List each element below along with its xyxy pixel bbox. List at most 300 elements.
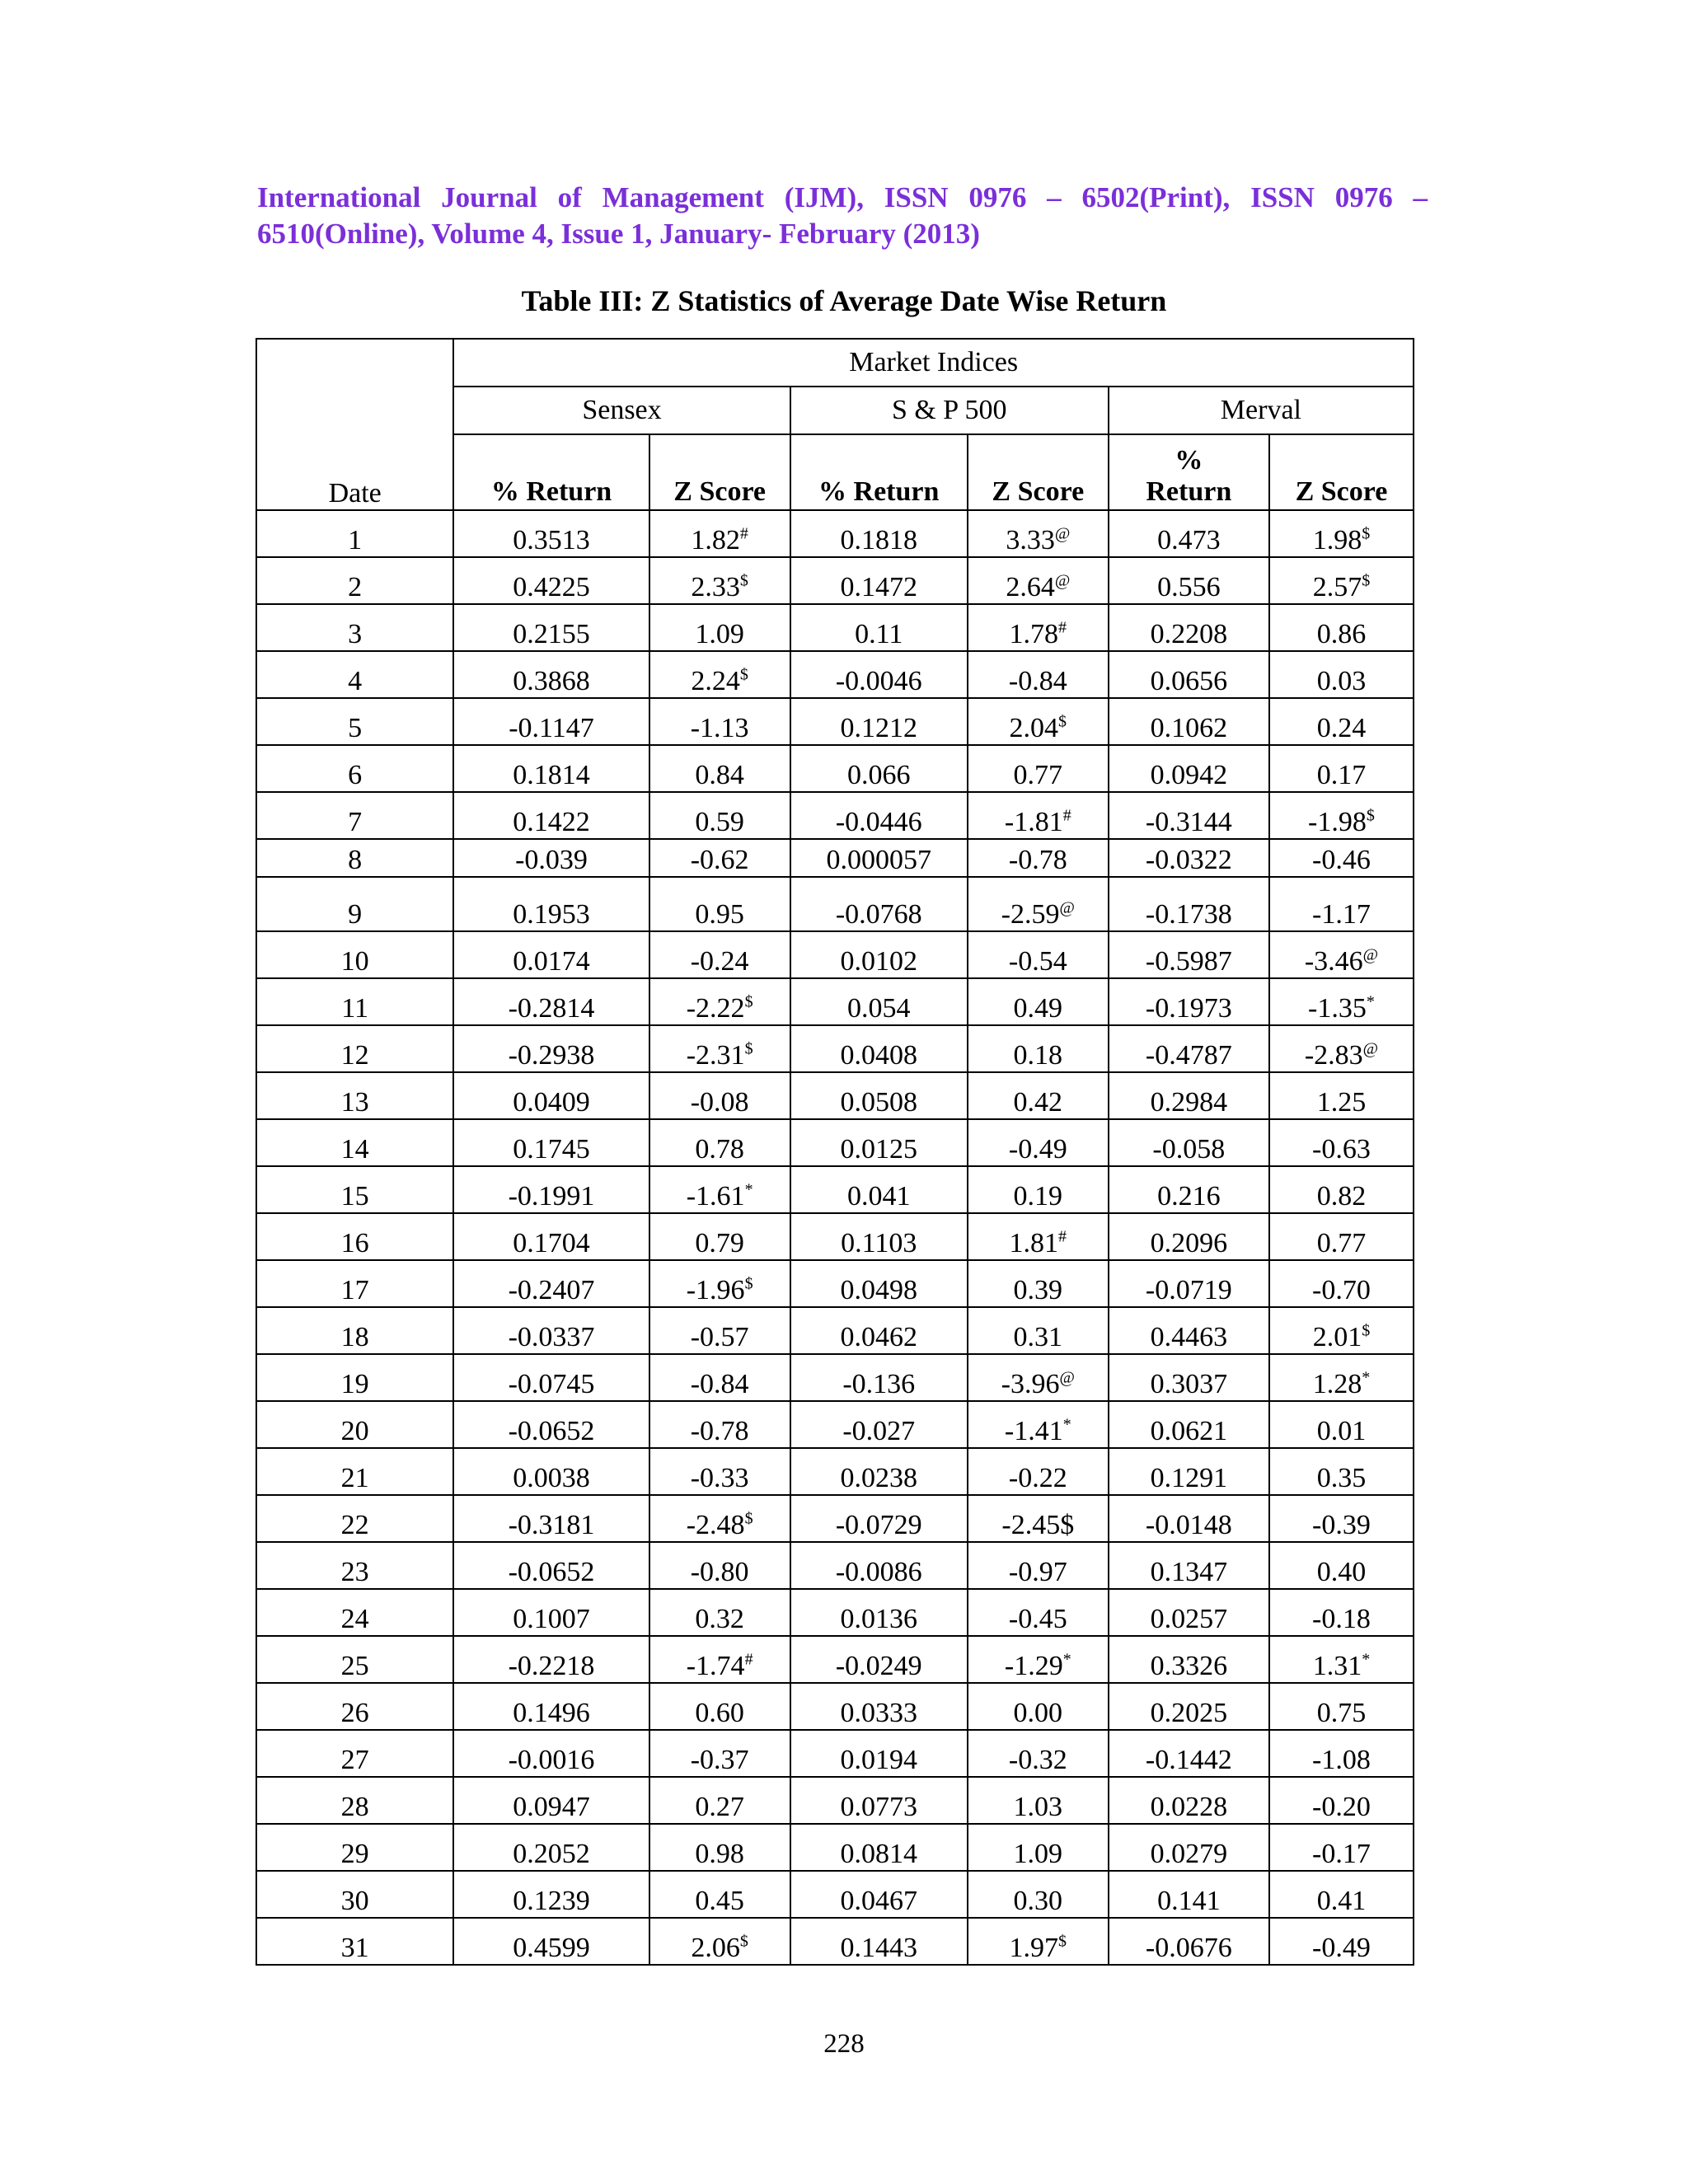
return-cell [453, 1636, 649, 1683]
return-cell [1109, 1495, 1269, 1542]
cell-value: 0.0656 [1150, 666, 1228, 696]
zscore-cell [968, 1213, 1109, 1260]
market-indices-header: Market Indices [453, 339, 1414, 387]
cell-value: 0.98 [695, 1839, 744, 1869]
merval-return-pct: % [1175, 445, 1203, 476]
table-row [256, 931, 1414, 978]
zscore-cell [1269, 1307, 1414, 1354]
cell-value: 0.00 [1013, 1698, 1063, 1728]
return-cell [790, 1495, 968, 1542]
cell-value: -0.39 [1312, 1510, 1371, 1540]
table-row [256, 1589, 1414, 1636]
zscore-cell [968, 1871, 1109, 1918]
cell-value: -0.0652 [508, 1557, 595, 1587]
cell-value: -0.1738 [1145, 899, 1232, 930]
table-row [256, 1777, 1414, 1824]
cell-value: 0.2025 [1150, 1698, 1228, 1728]
zscore-cell [1269, 1730, 1414, 1777]
zscore-cell [649, 1401, 790, 1448]
cell-value: -0.54 [1008, 946, 1067, 977]
cell-value: 3.33 [1006, 525, 1055, 555]
cell-value: 1.25 [1316, 1087, 1367, 1118]
table-row [256, 604, 1414, 651]
significance-marker: $ [739, 665, 748, 684]
cell-value: 0.2208 [1150, 619, 1228, 649]
significance-marker: $ [744, 1509, 753, 1528]
significance-marker: $ [1058, 712, 1067, 731]
significance-marker: $ [1362, 571, 1371, 590]
date-cell: 28 [256, 1777, 453, 1824]
return-cell [453, 839, 649, 877]
zscore-cell [649, 1213, 790, 1260]
zscore-cell [1269, 1260, 1414, 1307]
zscore-cell [1269, 1824, 1414, 1871]
cell-value: -3.96 [1001, 1369, 1060, 1399]
date-cell: 22 [256, 1495, 453, 1542]
zscore-cell [1269, 1777, 1414, 1824]
zscore-cell [968, 604, 1109, 651]
cell-value: 0.82 [1316, 1181, 1367, 1212]
date-cell: 3 [256, 604, 453, 651]
cell-value: -0.70 [1312, 1275, 1371, 1305]
cell-value: 2.24 [691, 666, 740, 696]
return-cell [790, 1213, 968, 1260]
cell-value: -0.80 [690, 1557, 749, 1587]
cell-value: -0.1442 [1145, 1745, 1232, 1775]
zscore-cell [1269, 1448, 1414, 1495]
return-cell [1109, 1260, 1269, 1307]
table-row [256, 1918, 1414, 1965]
return-cell [790, 839, 968, 877]
cell-value: -0.0337 [508, 1322, 595, 1352]
cell-value: -0.5987 [1145, 946, 1232, 977]
zscore-cell [968, 1683, 1109, 1730]
date-cell: 11 [256, 978, 453, 1025]
zscore-cell [1269, 557, 1414, 604]
return-cell [1109, 1166, 1269, 1213]
cell-value: -1.08 [1312, 1745, 1371, 1775]
return-cell [453, 978, 649, 1025]
date-cell: 15 [256, 1166, 453, 1213]
zscore-cell [1269, 745, 1414, 792]
significance-marker: @ [1054, 524, 1071, 543]
return-cell [453, 745, 649, 792]
cell-value: -1.74 [686, 1651, 745, 1681]
merval-return-word: Return [1146, 476, 1232, 507]
zscore-cell [649, 698, 790, 745]
cell-value: 0.0498 [840, 1275, 917, 1305]
return-cell [453, 931, 649, 978]
return-cell [1109, 604, 1269, 651]
cell-value: 0.1347 [1150, 1557, 1228, 1587]
date-header: Date [256, 339, 453, 510]
zscore-cell [968, 1448, 1109, 1495]
cell-value: 0.0257 [1150, 1604, 1228, 1634]
return-cell [790, 1166, 968, 1213]
zscore-cell [649, 1542, 790, 1589]
return-cell [453, 1730, 649, 1777]
return-cell [1109, 1401, 1269, 1448]
zscore-cell [649, 510, 790, 557]
zscore-cell [1269, 1871, 1414, 1918]
cell-value: 1.97 [1009, 1933, 1059, 1963]
date-cell: 12 [256, 1025, 453, 1072]
cell-value: -2.83 [1304, 1040, 1363, 1071]
significance-marker: @ [1059, 898, 1075, 917]
date-cell: 4 [256, 651, 453, 698]
cell-value: 0.000057 [826, 845, 931, 875]
cell-value: 2.57 [1312, 572, 1362, 602]
cell-value: -1.61 [686, 1181, 745, 1212]
cell-value: 0.31 [1013, 1322, 1063, 1352]
cell-value: 0.1818 [840, 525, 917, 555]
return-cell [1109, 1119, 1269, 1166]
cell-value: 0.84 [695, 760, 744, 790]
return-cell [790, 1448, 968, 1495]
return-cell [453, 1213, 649, 1260]
return-cell [453, 651, 649, 698]
cell-value: -1.96 [686, 1275, 745, 1305]
col-header-sp500-return: % Return [790, 434, 968, 510]
zscore-cell [649, 1777, 790, 1824]
return-cell [1109, 1683, 1269, 1730]
zscore-cell [968, 1589, 1109, 1636]
date-cell: 16 [256, 1213, 453, 1260]
table-body [256, 510, 1414, 1965]
table-row [256, 978, 1414, 1025]
return-cell [790, 698, 968, 745]
date-cell: 27 [256, 1730, 453, 1777]
zscore-cell [968, 1730, 1109, 1777]
zscore-cell [1269, 839, 1414, 877]
return-cell [453, 1542, 649, 1589]
cell-value: 2.06 [691, 1933, 740, 1963]
zscore-cell [1269, 1213, 1414, 1260]
zscore-cell [649, 877, 790, 931]
cell-value: -0.62 [690, 845, 749, 875]
zscore-cell [968, 839, 1109, 877]
date-cell: 21 [256, 1448, 453, 1495]
return-cell [1109, 1824, 1269, 1871]
col-header-merval-return [1109, 434, 1269, 510]
zscore-cell [649, 745, 790, 792]
journal-header-line2: 6510(Online), Volume 4, Issue 1, January- February (2013) [257, 218, 980, 250]
cell-value: -0.0086 [835, 1557, 922, 1587]
zscore-cell [968, 1307, 1109, 1354]
return-cell [1109, 978, 1269, 1025]
cell-value: -0.63 [1312, 1134, 1371, 1165]
cell-value: 0.3037 [1150, 1369, 1228, 1399]
return-cell [453, 877, 649, 931]
date-cell: 7 [256, 792, 453, 839]
cell-value: -0.0719 [1145, 1275, 1232, 1305]
zscore-cell [968, 1542, 1109, 1589]
table-row [256, 877, 1414, 931]
zscore-cell [968, 931, 1109, 978]
significance-marker: * [1362, 1368, 1371, 1387]
return-cell [790, 1871, 968, 1918]
significance-marker: # [744, 1650, 753, 1669]
return-cell [1109, 1448, 1269, 1495]
return-cell [453, 698, 649, 745]
cell-value: -0.0676 [1145, 1933, 1232, 1963]
cell-value: 0.0125 [840, 1134, 917, 1165]
cell-value: -1.17 [1312, 899, 1371, 930]
zscore-cell [968, 1636, 1109, 1683]
zscore-cell [968, 1025, 1109, 1072]
cell-value: 0.2096 [1150, 1228, 1228, 1258]
col-header-sensex-zscore: Z Score [649, 434, 790, 510]
table-row [256, 1025, 1414, 1072]
zscore-cell [1269, 1401, 1414, 1448]
significance-marker: $ [739, 1932, 748, 1951]
page-number: 228 [823, 2029, 865, 2059]
table-row [256, 792, 1414, 839]
return-cell [790, 510, 968, 557]
return-cell [790, 877, 968, 931]
cell-value: -1.35 [1308, 993, 1367, 1024]
cell-value: 1.03 [1013, 1792, 1063, 1822]
cell-value: 0.49 [1013, 993, 1063, 1024]
zscore-cell [1269, 1589, 1414, 1636]
table-row [256, 1542, 1414, 1589]
zscore-cell [1269, 1495, 1414, 1542]
zscore-cell [649, 1025, 790, 1072]
cell-value: 0.0174 [513, 946, 590, 977]
return-cell [1109, 1589, 1269, 1636]
cell-value: 0.24 [1316, 713, 1367, 743]
return-cell [790, 792, 968, 839]
zscore-cell [1269, 1636, 1414, 1683]
date-cell: 31 [256, 1918, 453, 1965]
significance-marker: * [1062, 1415, 1071, 1434]
zscore-cell [968, 557, 1109, 604]
cell-value: 0.35 [1316, 1463, 1367, 1493]
zscore-cell [968, 978, 1109, 1025]
cell-value: -0.08 [690, 1087, 749, 1118]
cell-value: 2.33 [691, 572, 740, 602]
cell-value: 0.0773 [840, 1792, 917, 1822]
cell-value: -0.33 [690, 1463, 749, 1493]
cell-value: 0.11 [855, 619, 903, 649]
return-cell [790, 1072, 968, 1119]
cell-value: -0.4787 [1145, 1040, 1232, 1071]
col-header-merval-zscore: Z Score [1269, 434, 1414, 510]
cell-value: -0.45 [1008, 1604, 1067, 1634]
cell-value: 1.09 [695, 619, 744, 649]
date-cell: 14 [256, 1119, 453, 1166]
cell-value: 0.4463 [1150, 1322, 1228, 1352]
return-cell [453, 792, 649, 839]
return-cell [790, 1636, 968, 1683]
zscore-cell [649, 1683, 790, 1730]
significance-marker: $ [1366, 806, 1375, 825]
zscore-cell [1269, 1683, 1414, 1730]
return-cell [453, 1401, 649, 1448]
date-cell: 10 [256, 931, 453, 978]
cell-value: -2.22 [686, 993, 745, 1024]
cell-value: -0.0249 [835, 1651, 922, 1681]
cell-value: -0.84 [690, 1369, 749, 1399]
cell-value: 0.0279 [1150, 1839, 1228, 1869]
date-cell: 1 [256, 510, 453, 557]
cell-value: 0.1953 [513, 899, 590, 930]
return-cell [790, 557, 968, 604]
cell-value: 0.30 [1013, 1886, 1063, 1916]
cell-value: -0.97 [1008, 1557, 1067, 1587]
zscore-cell [649, 1730, 790, 1777]
table-row [256, 1401, 1414, 1448]
zscore-cell [1269, 978, 1414, 1025]
table-row [256, 1166, 1414, 1213]
return-cell [1109, 1213, 1269, 1260]
zscore-cell [968, 877, 1109, 931]
zscore-cell [1269, 792, 1414, 839]
date-cell: 6 [256, 745, 453, 792]
cell-value: 0.1422 [513, 807, 590, 837]
cell-value: 0.39 [1013, 1275, 1063, 1305]
cell-value: 1.81 [1009, 1228, 1059, 1258]
table-row [256, 698, 1414, 745]
zscore-cell [968, 1354, 1109, 1401]
cell-value: -3.46 [1304, 946, 1363, 977]
table-row [256, 745, 1414, 792]
cell-value: 2.04 [1009, 713, 1059, 743]
zscore-cell [968, 1072, 1109, 1119]
cell-value: -2.31 [686, 1040, 745, 1071]
cell-value: 0.0102 [840, 946, 917, 977]
cell-value: 0.2052 [513, 1839, 590, 1869]
zscore-cell [968, 792, 1109, 839]
table-title: Table III: Z Statistics of Average Date Wise Return [521, 284, 1167, 317]
zscore-cell [1269, 1072, 1414, 1119]
return-cell [790, 1354, 968, 1401]
zscore-cell [1269, 1918, 1414, 1965]
return-cell [453, 557, 649, 604]
cell-value: -0.0016 [508, 1745, 595, 1775]
return-cell [1109, 1871, 1269, 1918]
return-cell [1109, 931, 1269, 978]
cell-value: 0.1472 [840, 572, 917, 602]
cell-value: -0.2938 [508, 1040, 595, 1071]
cell-value: -0.49 [1312, 1933, 1371, 1963]
cell-value: -0.22 [1008, 1463, 1067, 1493]
cell-value: -0.058 [1152, 1134, 1226, 1165]
table-row [256, 1824, 1414, 1871]
zscore-cell [649, 1119, 790, 1166]
cell-value: 0.0409 [513, 1087, 590, 1118]
significance-marker: @ [1054, 571, 1071, 590]
zscore-cell [649, 1260, 790, 1307]
cell-value: 0.1814 [513, 760, 590, 790]
significance-marker: # [1062, 806, 1071, 825]
cell-value: -0.0046 [835, 666, 922, 696]
date-cell: 18 [256, 1307, 453, 1354]
zscore-cell [649, 1636, 790, 1683]
zscore-cell [649, 1824, 790, 1871]
cell-value: 1.09 [1013, 1839, 1063, 1869]
cell-value: 0.75 [1316, 1698, 1367, 1728]
return-cell [453, 1072, 649, 1119]
cell-value: 0.1745 [513, 1134, 590, 1165]
cell-value: 0.0467 [840, 1886, 917, 1916]
cell-value: 0.0462 [840, 1322, 917, 1352]
significance-marker: @ [1362, 1039, 1379, 1058]
cell-value: 0.4599 [513, 1933, 590, 1963]
zscore-cell [649, 1166, 790, 1213]
return-cell [453, 1025, 649, 1072]
table-row [256, 1495, 1414, 1542]
cell-value: -2.45$ [1001, 1510, 1075, 1540]
cell-value: -0.0745 [508, 1369, 595, 1399]
return-cell [1109, 651, 1269, 698]
cell-value: -0.84 [1008, 666, 1067, 696]
table-row [256, 1871, 1414, 1918]
date-cell: 24 [256, 1589, 453, 1636]
return-cell [453, 1495, 649, 1542]
cell-value: 2.01 [1312, 1322, 1362, 1352]
cell-value: 0.17 [1316, 760, 1367, 790]
zscore-cell [1269, 1166, 1414, 1213]
significance-marker: @ [1362, 945, 1379, 964]
cell-value: 0.0136 [840, 1604, 917, 1634]
cell-value: -0.136 [842, 1369, 916, 1399]
cell-value: -0.039 [515, 845, 588, 875]
return-cell [790, 604, 968, 651]
return-cell [453, 1589, 649, 1636]
date-cell: 26 [256, 1683, 453, 1730]
return-cell [453, 1871, 649, 1918]
cell-value: 0.77 [1013, 760, 1063, 790]
cell-value: 0.556 [1157, 572, 1221, 602]
cell-value: 0.77 [1316, 1228, 1367, 1258]
cell-value: -0.2218 [508, 1651, 595, 1681]
return-cell [1109, 839, 1269, 877]
significance-marker: @ [1059, 1368, 1075, 1387]
significance-marker: $ [744, 992, 753, 1011]
date-cell: 5 [256, 698, 453, 745]
return-cell [1109, 745, 1269, 792]
return-cell [1109, 557, 1269, 604]
cell-value: 0.27 [695, 1792, 744, 1822]
cell-value: 0.45 [695, 1886, 744, 1916]
date-cell: 13 [256, 1072, 453, 1119]
zscore-cell [649, 604, 790, 651]
cell-value: 0.78 [695, 1134, 744, 1165]
zscore-cell [968, 1401, 1109, 1448]
significance-marker: # [1058, 618, 1067, 637]
cell-value: -0.78 [690, 1416, 749, 1446]
cell-value: 0.0238 [840, 1463, 917, 1493]
zscore-cell [649, 1589, 790, 1636]
cell-value: -0.2814 [508, 993, 595, 1024]
cell-value: 0.1496 [513, 1698, 590, 1728]
zscore-cell [1269, 651, 1414, 698]
date-cell: 30 [256, 1871, 453, 1918]
table-row [256, 1307, 1414, 1354]
zscore-cell [968, 651, 1109, 698]
cell-value: 0.1103 [841, 1228, 917, 1258]
table-row [256, 839, 1414, 877]
cell-value: 0.0942 [1150, 760, 1228, 790]
cell-value: -0.0652 [508, 1416, 595, 1446]
cell-value: -2.48 [686, 1510, 745, 1540]
cell-value: 0.3326 [1150, 1651, 1228, 1681]
cell-value: -0.027 [842, 1416, 916, 1446]
date-cell: 2 [256, 557, 453, 604]
return-cell [790, 1824, 968, 1871]
cell-value: -0.1973 [1145, 993, 1232, 1024]
